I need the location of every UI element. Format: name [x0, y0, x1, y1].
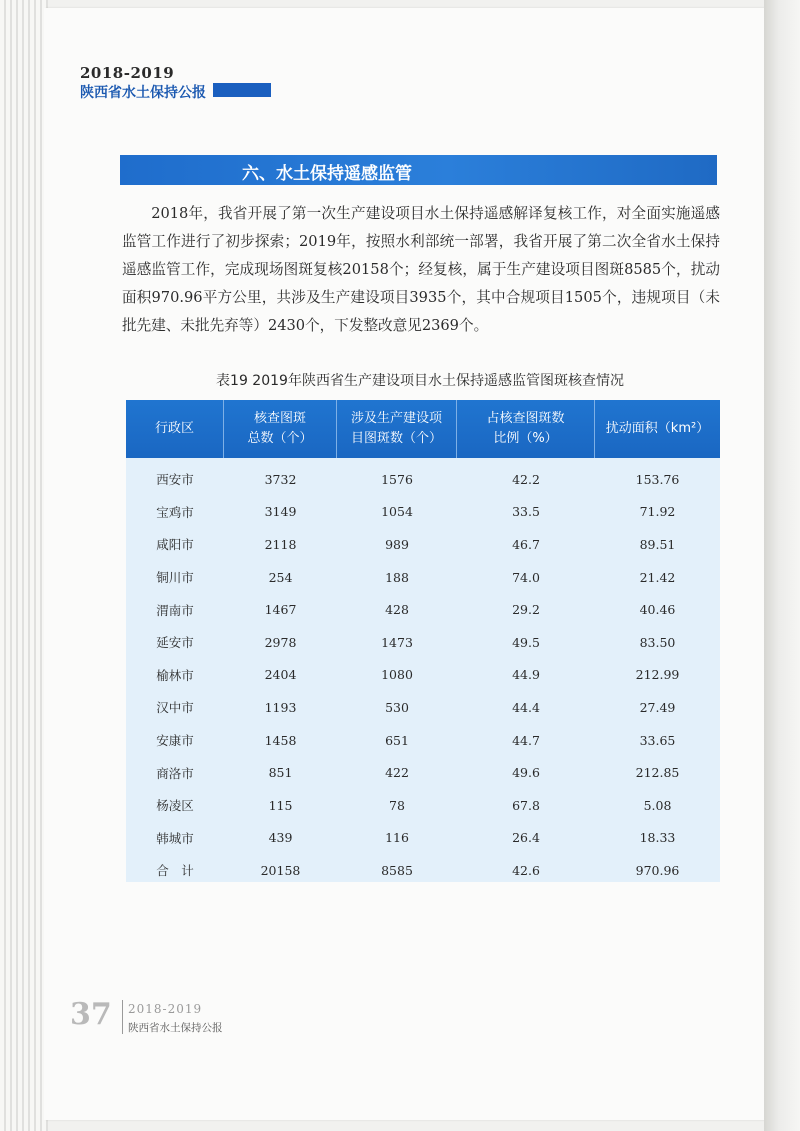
- cell-area: 89.51: [639, 536, 676, 552]
- cell-project-patches: 8585: [381, 862, 413, 878]
- cell-total-patches: 851: [268, 765, 293, 781]
- table-row: [126, 561, 720, 594]
- page-number: 37: [70, 997, 112, 1032]
- header-accent-bar: [213, 83, 271, 97]
- cell-area: 212.85: [635, 765, 680, 781]
- cell-ratio: 49.5: [512, 634, 540, 650]
- data-table: [126, 400, 720, 882]
- header-total-patches-line1: 核查图斑: [253, 411, 306, 426]
- cell-project-patches: 530: [385, 699, 409, 715]
- cell-project-patches: 422: [385, 765, 409, 781]
- table-row: [126, 528, 720, 561]
- table-row: [126, 854, 720, 887]
- cell-region: 汉中市: [156, 700, 194, 716]
- table-header-row: [126, 400, 720, 458]
- table-caption: 表19 2019年陕西省生产建设项目水土保持遥感监管图斑核查情况: [216, 373, 624, 389]
- cell-ratio: 42.6: [512, 862, 540, 878]
- cell-total-patches: 1193: [264, 699, 297, 715]
- table-row: [126, 789, 720, 822]
- footer-divider: [122, 1000, 123, 1034]
- stacked-page-edges: [0, 0, 48, 1131]
- cell-area: 33.65: [639, 732, 676, 748]
- cell-area: 970.96: [635, 862, 680, 878]
- cell-project-patches: 78: [389, 797, 405, 813]
- cell-area: 27.49: [639, 699, 676, 715]
- header-year: 2018-2019: [80, 64, 175, 82]
- cell-region: 宝鸡市: [156, 504, 194, 520]
- header-disturbed-area: [595, 400, 720, 458]
- cell-ratio: 29.2: [512, 602, 540, 618]
- cell-ratio: 49.6: [512, 765, 540, 781]
- cell-ratio: 74.0: [512, 569, 540, 585]
- cell-area: 18.33: [639, 830, 676, 846]
- header-ratio-line1: 占核查图斑数: [486, 411, 565, 426]
- cell-project-patches: 1473: [381, 634, 413, 650]
- table-row: [126, 496, 720, 529]
- cell-total-patches: 254: [268, 569, 293, 585]
- cell-total-patches: 2404: [264, 667, 297, 683]
- cell-project-patches: 1080: [381, 667, 413, 683]
- cell-total-patches: 1467: [264, 602, 297, 618]
- cell-project-patches: 1054: [381, 504, 413, 520]
- table-row: [126, 691, 720, 724]
- cell-total-patches: 439: [268, 830, 293, 846]
- section-title: 六、水土保持遥感监管: [242, 164, 412, 184]
- cell-ratio: 44.9: [512, 667, 540, 683]
- cell-region: 延安市: [156, 635, 194, 651]
- cell-total-patches: 3732: [264, 471, 297, 487]
- cell-ratio: 44.7: [512, 732, 540, 748]
- header-ratio: [457, 400, 595, 458]
- table-row: [126, 626, 720, 659]
- cell-region: 杨凌区: [156, 798, 194, 814]
- cell-area: 153.76: [635, 471, 680, 487]
- cell-region: 渭南市: [156, 602, 194, 618]
- cell-project-patches: 116: [385, 830, 409, 846]
- body-paragraph: 2018年，我省开展了第一次生产建设项目水土保持遥感解译复核工作，对全面实施遥感监管工作进行了初步探索；2019年，按照水利部统一部署，我省开展了第二次全省水土保持遥感监管工作，完成现场图斑复核20158个；经复核，属于生产建设项目图斑8585个，扰动面积970.96平方公里，共涉及生产建设项目3935个，其中合规项目1505个，违规项目（未批先建、未批先弃等）2430个，下发整改意见2369个。: [122, 205, 720, 334]
- table-body: [126, 463, 720, 887]
- header-project-patches: [337, 400, 457, 458]
- cell-region: 西安市: [156, 472, 194, 488]
- section-heading-bar: [120, 155, 717, 185]
- cell-project-patches: 1576: [381, 471, 413, 487]
- cell-region: 铜川市: [156, 570, 194, 586]
- cell-region: 安康市: [156, 733, 194, 749]
- table-row: [126, 756, 720, 789]
- cell-region: 商洛市: [156, 765, 194, 781]
- cell-area: 40.46: [639, 602, 676, 618]
- cell-total-patches: 3149: [264, 504, 297, 520]
- cell-project-patches: 651: [385, 732, 409, 748]
- cell-total-patches: 2118: [264, 536, 297, 552]
- cell-total-patches: 20158: [260, 862, 301, 878]
- footer-year: 2018-2019: [128, 1002, 203, 1016]
- table-row: [126, 822, 720, 855]
- cell-region: 榆林市: [156, 667, 194, 683]
- header-total-patches: [224, 400, 337, 458]
- header-project-patches-line2: 目图斑数（个）: [350, 431, 442, 446]
- cell-ratio: 46.7: [512, 536, 540, 552]
- cell-area: 71.92: [639, 504, 676, 520]
- footer-title: 陕西省水土保持公报: [128, 1022, 223, 1034]
- table-row: [126, 463, 720, 496]
- cell-region: 合 计: [156, 863, 194, 879]
- cell-area: 21.42: [639, 569, 676, 585]
- header-region: [126, 400, 224, 458]
- cell-area: 5.08: [643, 797, 672, 813]
- cell-ratio: 42.2: [512, 471, 540, 487]
- cell-ratio: 33.5: [512, 504, 540, 520]
- header-total-patches-line2: 总数（个）: [247, 431, 313, 446]
- cell-ratio: 26.4: [512, 830, 540, 846]
- cell-region: 韩城市: [156, 830, 194, 846]
- table-row: [126, 724, 720, 757]
- header-project-patches-line1: 涉及生产建设项: [350, 411, 442, 426]
- header-region-label: 行政区: [154, 421, 194, 436]
- cell-total-patches: 115: [268, 797, 293, 813]
- cell-region: 咸阳市: [156, 537, 194, 553]
- table-row: [126, 659, 720, 692]
- cell-total-patches: 1458: [264, 732, 297, 748]
- cell-project-patches: 188: [385, 569, 409, 585]
- cell-area: 83.50: [639, 634, 676, 650]
- cell-project-patches: 428: [385, 602, 409, 618]
- header-ratio-line2: 比例（%）: [493, 431, 558, 446]
- cell-total-patches: 2978: [264, 634, 297, 650]
- cell-ratio: 67.8: [512, 797, 540, 813]
- cell-ratio: 44.4: [512, 699, 540, 715]
- table-row: [126, 593, 720, 626]
- cell-project-patches: 989: [385, 536, 409, 552]
- header-disturbed-area-label: 扰动面积（km²）: [605, 421, 710, 436]
- cell-area: 212.99: [635, 667, 680, 683]
- header-title: 陕西省水土保持公报: [80, 85, 206, 101]
- binding-shadow: [764, 0, 800, 1131]
